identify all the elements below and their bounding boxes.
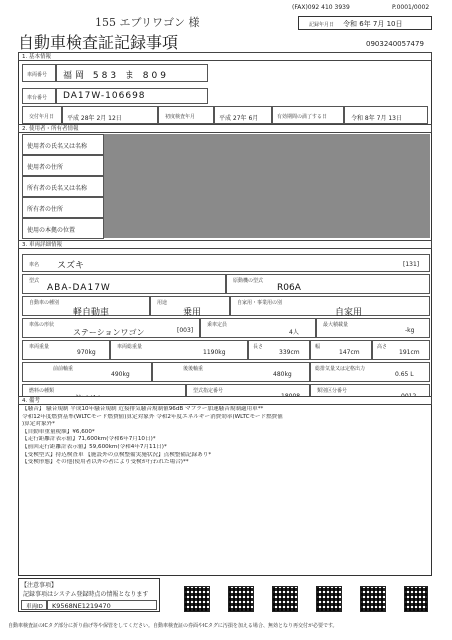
page-title: 自動車検査証記録事項	[18, 33, 179, 52]
width-label: 幅	[315, 344, 321, 350]
class-no-label: 類別区分番号	[317, 388, 348, 394]
remark-line: 【前回走行距離計表示値】59,600km(令和4年7月11日)*	[22, 443, 167, 450]
page-number: P.0001/0002	[392, 4, 430, 11]
section-basic-info: 1. 基本情報	[18, 52, 432, 61]
notes-header: 【注意事項】	[21, 582, 58, 589]
engine-model: R06A	[277, 283, 301, 293]
vin-label: 車台番号	[27, 95, 48, 101]
remark-line: 【受検形態】その他(使用者以外の者により受検が行われた場合)**	[22, 459, 189, 466]
rear-axle-label: 後後軸重	[183, 366, 204, 372]
owner-row-label: 所有者の氏名又は名称	[27, 185, 88, 192]
displacement: 0.65 L	[395, 371, 414, 378]
front-axle-weight: 490kg	[111, 371, 130, 378]
qr-code-1	[184, 586, 210, 612]
qr-code-5	[360, 586, 386, 612]
section-owner-info: 2. 使用者・所有者情報	[18, 124, 432, 133]
issue-label: 交付年月日	[29, 114, 55, 120]
maker-code: [131]	[403, 261, 420, 268]
handwritten-note: 155 エブリワゴン 様	[95, 16, 200, 29]
remark-line: 【走行距離計表示値】71,600km(令和6年7月10日)*	[22, 436, 156, 443]
gross-label: 車両総重量	[117, 344, 143, 350]
fuel-label: 燃料の種類	[29, 388, 55, 394]
maker-name: スズキ	[57, 261, 85, 271]
body-shape: ステーションワゴン	[73, 328, 145, 337]
expiry-date: 令和 8年 7月 13日	[351, 115, 402, 122]
vehicle-use: 乗用	[183, 308, 202, 318]
record-date-label: 記録年月日	[309, 22, 335, 28]
kind-label: 自動車の種別	[29, 300, 60, 306]
vin-number: DA17W-106698	[63, 91, 146, 101]
vehicle-kind: 軽自動車	[73, 308, 110, 318]
car-id-label: 車両ID	[26, 604, 43, 610]
section-vehicle-detail: 3. 車両詳細情報	[18, 240, 432, 249]
qr-code-6	[404, 586, 428, 612]
owner-row-label: 使用者の住所	[27, 164, 64, 171]
remarks-list	[22, 406, 428, 467]
model-label: 型式	[29, 278, 40, 284]
max-load-label: 最大積載量	[323, 322, 349, 328]
document-number: 0903240057479	[366, 40, 424, 48]
remark-line: )算定対象外*	[22, 421, 55, 428]
record-date-box	[298, 16, 432, 30]
qr-code-3	[272, 586, 298, 612]
remark-line: 【自動車重量税額】¥6,600*	[22, 428, 95, 435]
owner-row-label: 使用者の氏名又は名称	[27, 143, 88, 150]
first-reg-label: 初度検査年月	[165, 114, 196, 120]
owner-row-label-cell	[22, 176, 104, 197]
fax-header: (FAX)092 410 3939	[292, 4, 350, 11]
maker-label: 車名	[29, 262, 40, 268]
issue-date: 平成 28年 2月 12日	[67, 115, 122, 122]
rear-axle-weight: 480kg	[273, 371, 292, 378]
displacement-label: 総排気量又は定格出力	[315, 366, 366, 372]
expiry-label: 有効期間の満了する日	[277, 114, 328, 120]
type-no-label: 型式指定番号	[193, 388, 224, 394]
length-label: 長さ	[253, 344, 264, 350]
seating-capacity: 4人	[289, 329, 299, 336]
registration-number: 福岡 583 ま 809	[63, 71, 169, 81]
use-label: 用途	[157, 300, 168, 306]
body-label: 車体の形状	[29, 322, 55, 328]
engine-label: 原動機の型式	[233, 278, 264, 284]
owner-row-label-cell	[22, 218, 104, 239]
remark-line: 【受検型式】持込検査車 【施設外の点検整備実施状況】点検整備記録あり*	[22, 451, 212, 458]
max-load: -kg	[405, 327, 415, 334]
owner-row-label-cell	[22, 155, 104, 176]
capacity-label: 乗車定員	[207, 322, 228, 328]
remark-line: 【騒音】 騒音規制 平成10年騒音規制 近接排気騒音規制値96dB マフラー加速騒音規制適用車**	[22, 406, 264, 412]
owner-row-label: 所有者の住所	[27, 206, 64, 213]
weight-label: 車両重量	[29, 344, 50, 350]
car-id: K9568NE1219470	[52, 602, 111, 610]
qr-code-2	[228, 586, 254, 612]
owner-row-label-cell	[22, 197, 104, 218]
redacted-owner-info	[104, 134, 430, 238]
notes-text: 記録事項はシステム登録時点の情報となります	[23, 591, 149, 598]
width: 147cm	[339, 349, 360, 356]
record-date: 令和 6年 7月 10日	[343, 20, 403, 28]
qr-code-4	[316, 586, 342, 612]
owner-row-label: 使用の本拠の位置	[27, 227, 76, 234]
gross-weight: 1190kg	[203, 349, 226, 356]
model: ABA-DA17W	[47, 283, 111, 293]
remark-line: 令和12年度燃費基準(WLTCモード燃費値)算定対象外 令和2年度エネルギー消費効率(WLTCモード燃費値	[22, 413, 283, 420]
biz-label: 自家用・事業用の別	[237, 300, 283, 306]
front-axle-label: 前前軸重	[53, 366, 74, 372]
length: 339cm	[279, 349, 300, 356]
private-business: 自家用	[335, 308, 363, 318]
owner-row-label-cell	[22, 134, 104, 155]
body-code: [003]	[177, 327, 194, 334]
section-remarks: 4. 備考	[18, 396, 432, 405]
reg-no-label: 車両番号	[27, 72, 48, 78]
height: 191cm	[399, 349, 420, 356]
footer-note: 自動車検査証のICタグ部分に折り曲げ等や保管をしてください。自動車検査証の券面やICタグに汚損を加える場合、無効となり再交付が必要です。	[8, 623, 338, 629]
notes-box	[18, 578, 160, 612]
height-label: 高さ	[377, 344, 388, 350]
first-registration: 平成 27年 6月	[219, 115, 259, 122]
vehicle-weight: 970kg	[77, 349, 96, 356]
